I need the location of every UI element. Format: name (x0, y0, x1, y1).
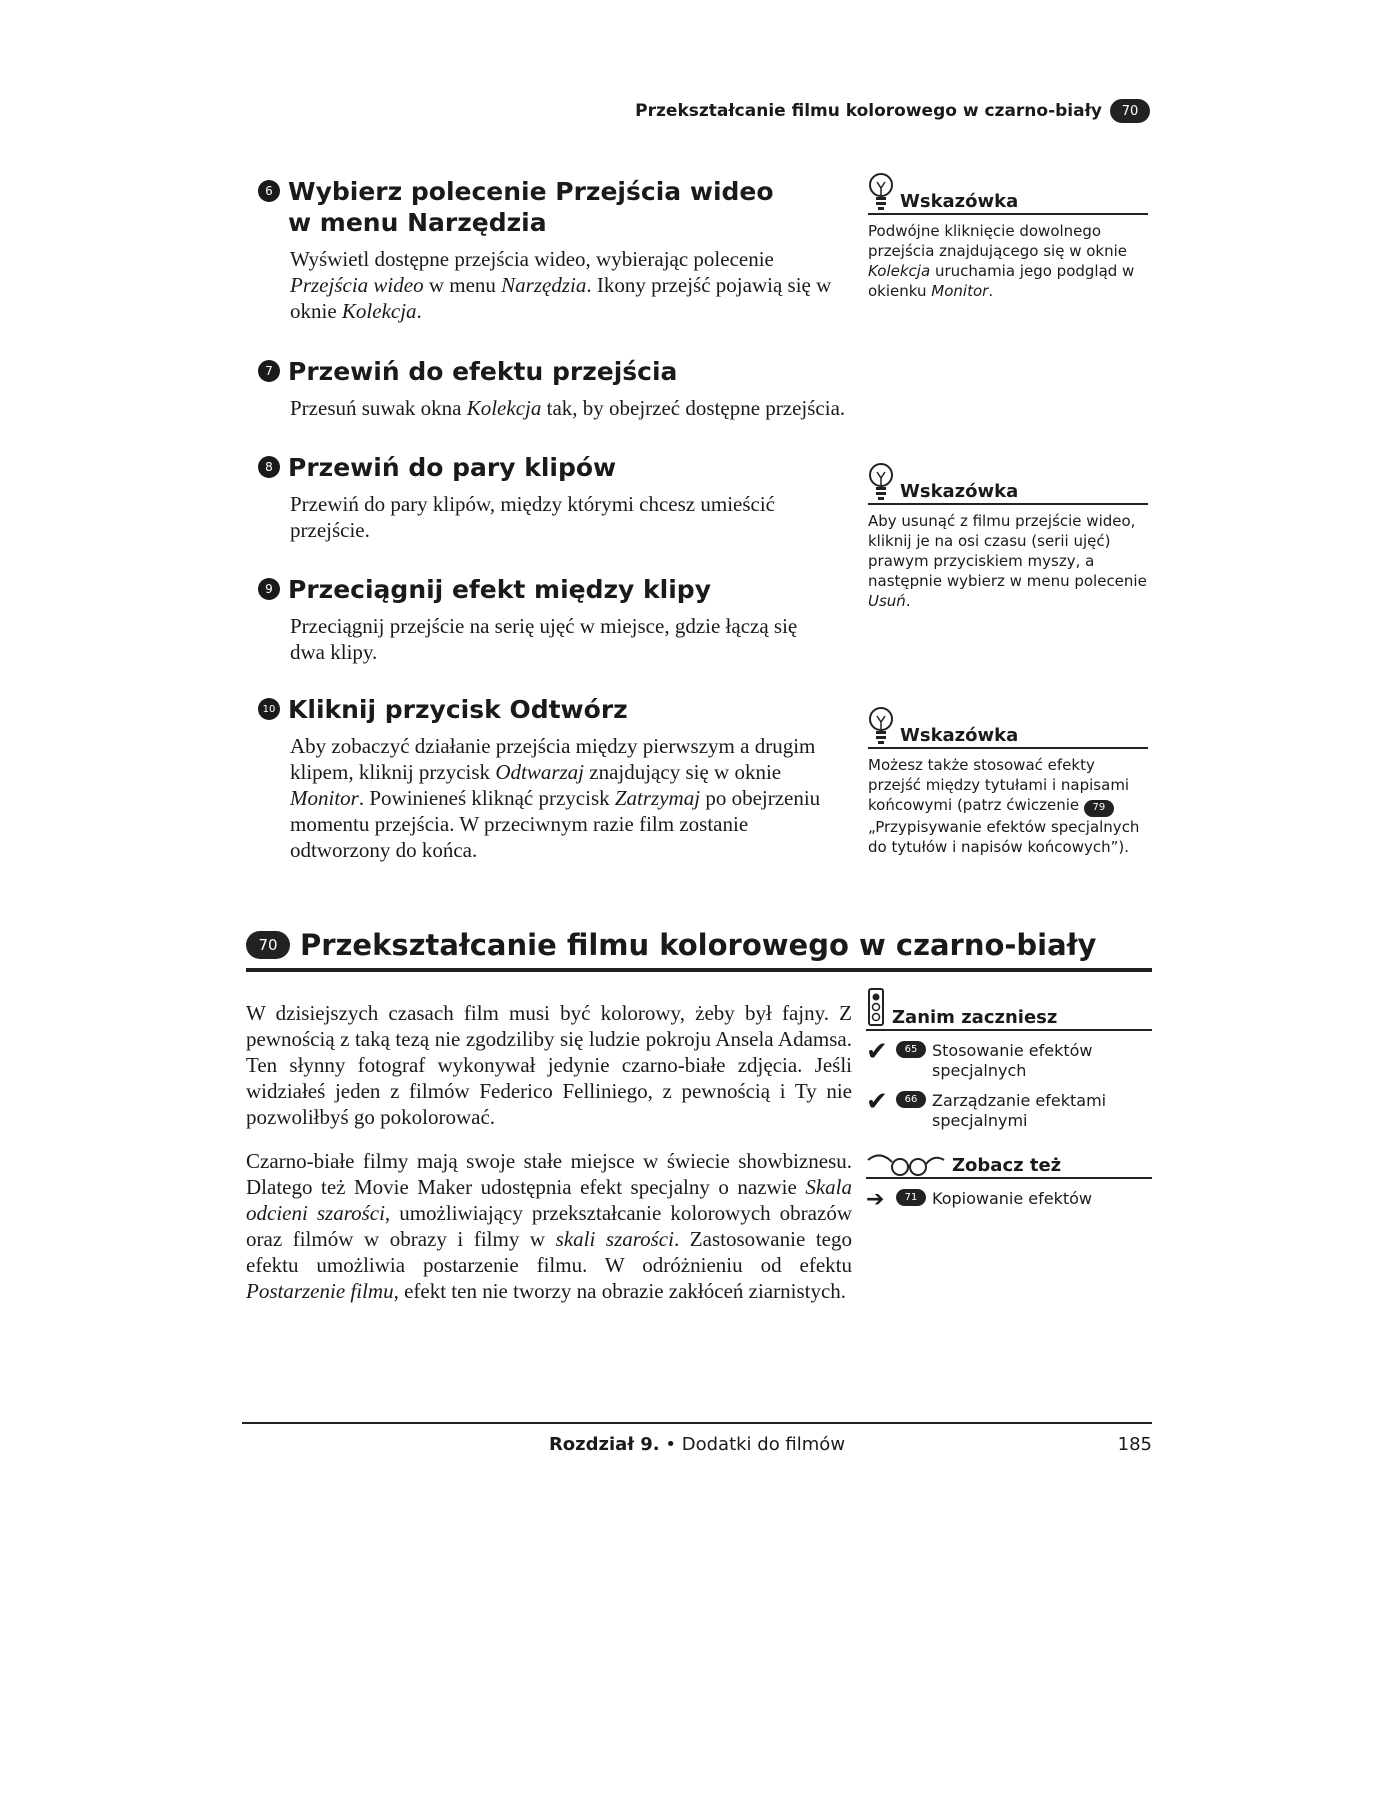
step-number: 7 (258, 360, 280, 382)
section-body (246, 1000, 852, 1322)
exercise-badge: 71 (896, 1189, 926, 1206)
list-item-text: Stosowanie efektów specjalnych (932, 1041, 1093, 1080)
bullet: • (665, 1434, 676, 1455)
section-title-text: Przekształcanie filmu kolorowego w czarno-biały (300, 928, 1097, 962)
tip-text: Aby usunąć z filmu przejście wideo, kliknij je na osi czasu (serii ujęć) prawym przyciskiem myszy, a następnie wybierz w menu polecenie Usuń. (868, 512, 1147, 610)
step-text: Wyświetl dostępne przejścia wideo, wybierając polecenie Przejścia wideo w menu Narzędzia. Ikony przejść pojawią się w oknie Kolekcja. (290, 247, 832, 323)
step-6 (258, 176, 858, 324)
page-footer (242, 1422, 1152, 1464)
step-heading (258, 574, 858, 605)
traffic-light-icon (866, 988, 886, 1028)
step-text: Przewiń do pary klipów, między którymi chcesz umieścić przejście. (290, 492, 775, 542)
see-also-box (866, 1150, 1152, 1211)
step-title: Przewiń do efektu przejścia (288, 357, 678, 386)
glasses-icon (866, 1150, 946, 1176)
chapter-title: Dodatki do filmów (681, 1434, 846, 1455)
tip-header (868, 460, 1148, 505)
before-start-header (866, 988, 1152, 1031)
running-head-badge: 70 (1110, 99, 1150, 123)
step-title: Kliknij przycisk Odtwórz (288, 695, 628, 724)
tip-box-1 (868, 170, 1148, 301)
tip-text: Podwójne kliknięcie dowolnego przejścia znajdującego się w oknie Kolekcja uruchamia jego podgląd w okienku Monitor. (868, 222, 1135, 300)
step-heading (258, 176, 858, 238)
list-item-text: Zarządzanie efektami specjalnymi (932, 1091, 1107, 1130)
arrow-right-icon: ➔ (866, 1187, 885, 1212)
step-text: Aby zobaczyć działanie przejścia między pierwszym a drugim klipem, kliknij przycisk Odtwarzaj znajdujący się w oknie Monitor. Powinieneś kliknąć przycisk Zatrzymaj po obejrzeniu momentu przejścia. W przeciwnym razie film zostanie odtworzony do końca. (290, 734, 821, 862)
chapter-number: Rozdział 9. (548, 1434, 660, 1455)
step-title-line-1: Wybierz polecenie Przejścia wideo (288, 177, 774, 206)
checkmark-icon: ✔ (866, 1087, 888, 1117)
step-title: Przewiń do pary klipów (288, 453, 617, 482)
see-also-label: Zobacz też (952, 1155, 1062, 1176)
tip-label: Wskazówka (900, 725, 1019, 746)
step-number: 6 (258, 180, 280, 202)
tip-label: Wskazówka (900, 191, 1019, 212)
section-title (246, 928, 1152, 972)
lightbulb-icon (868, 462, 894, 502)
step-8 (258, 452, 858, 543)
before-start-box (866, 988, 1152, 1131)
step-heading (258, 356, 858, 387)
running-head-title: Przekształcanie filmu kolorowego w czarno-biały (635, 101, 1102, 121)
tip-text: Możesz także stosować efekty przejść między tytułami i napisami końcowymi (patrz ćwiczenie 79 „Przypisywanie efektów specjalnych do tytułów i napisów końcowych”). (868, 756, 1140, 856)
step-title (288, 176, 774, 238)
step-heading (258, 452, 858, 483)
exercise-badge: 65 (896, 1041, 926, 1058)
footer-chapter (242, 1434, 1152, 1455)
running-head (635, 98, 1150, 124)
step-text: Przesuń suwak okna Kolekcja tak, by obejrzeć dostępne przejścia. (290, 396, 846, 420)
step-9 (258, 574, 858, 665)
step-text: Przeciągnij przejście na serię ujęć w miejsce, gdzie łączą się dwa klipy. (290, 614, 798, 664)
step-10 (258, 694, 858, 863)
exercise-badge: 79 (1084, 800, 1114, 817)
page-number: 185 (1117, 1434, 1152, 1455)
tip-header (868, 704, 1148, 749)
lightbulb-icon (868, 706, 894, 746)
see-also-header (866, 1150, 1152, 1179)
paragraph-2: Czarno-białe filmy mają swoje stałe miejsce w świecie showbiznesu. Dlatego też Movie Maker udostępnia efekt specjalny o nazwie Skala odcieni szarości, umożliwiający przekształcanie kolorowych obrazów oraz filmów w obrazy i filmy w skali szarości. Zastosowanie tego efektu umożliwia postarzenie filmu. W odróżnieniu od efektu Postarzenie filmu, efekt ten nie tworzy na obrazie zakłóceń ziarnistych. (246, 1149, 853, 1303)
section-badge: 70 (246, 931, 290, 959)
list-item[interactable] (866, 1189, 1152, 1211)
step-title: Przeciągnij efekt między klipy (288, 575, 711, 604)
tip-label: Wskazówka (900, 481, 1019, 502)
list-item[interactable] (866, 1087, 1152, 1131)
step-title-line-2: w menu Narzędzia (288, 208, 547, 237)
exercise-badge: 66 (896, 1091, 926, 1108)
list-item-text: Kopiowanie efektów (932, 1189, 1093, 1208)
before-start-label: Zanim zaczniesz (892, 1007, 1058, 1028)
tip-header (868, 170, 1148, 215)
list-item[interactable] (866, 1037, 1152, 1081)
paragraph-1: W dzisiejszych czasach film musi być kolorowy, żeby był fajny. Z pewnością z taką tezą nie zgodziliby się ludzie pokroju Ansela Adamsa. Ten słynny fotograf wykonywał jedynie czarno-białe zdjęcia. Jeśli widziałeś jeden z filmów Federico Felliniego, z pewnością i Ty nie pozwoliłbyś go pokolorować. (246, 1001, 852, 1129)
step-7 (258, 356, 858, 421)
tip-box-3 (868, 704, 1148, 857)
step-number: 8 (258, 456, 280, 478)
step-heading (258, 694, 858, 725)
step-number: 9 (258, 578, 280, 600)
checkmark-icon: ✔ (866, 1037, 888, 1067)
step-number: 10 (258, 698, 280, 720)
lightbulb-icon (868, 172, 894, 212)
tip-box-2 (868, 460, 1148, 611)
